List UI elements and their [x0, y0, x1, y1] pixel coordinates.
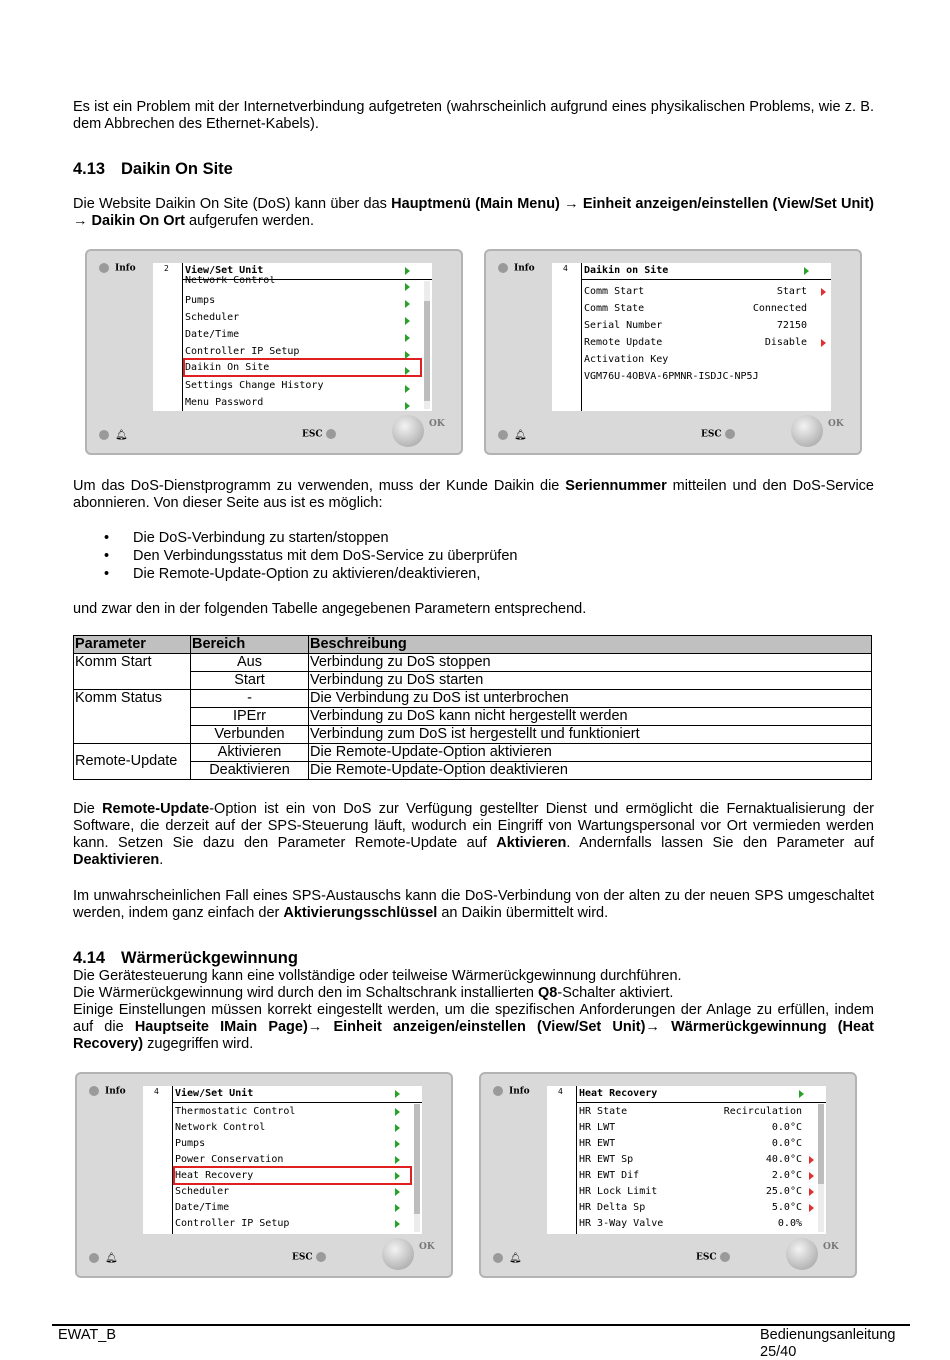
menu-item-thermostatic-control[interactable]: Thermostatic Control [175, 1106, 296, 1117]
arrow-right-icon[interactable] [821, 339, 826, 347]
table-row: IPErr Verbindung zu DoS kann nicht hergestellt werden [74, 708, 872, 726]
scrollbar[interactable] [818, 1104, 824, 1232]
heat-recovery-line-1: Die Gerätesteuerung kann eine vollständige oder teilweise Wärmerückgewinnung durchführen. [73, 968, 682, 984]
arrow-right-icon [799, 1090, 804, 1098]
param-hr-lwt: HR LWT 0.0°C [579, 1122, 802, 1133]
ok-label: OK [419, 1242, 435, 1252]
controller-panel-view-set-unit-2 [75, 1072, 453, 1278]
param-hr-ewt-dif[interactable]: HR EWT Dif 2.0°C [579, 1170, 802, 1181]
ok-label: OK [828, 419, 844, 429]
info-button[interactable]: Info [493, 1086, 530, 1097]
column-header: Parameter [74, 636, 191, 654]
info-button[interactable]: Info [99, 263, 136, 274]
menu-item-network-control[interactable]: Network Control [175, 1122, 266, 1133]
param-comm-start[interactable]: Comm Start Start [584, 286, 807, 297]
param-activation-key: Activation Key [584, 354, 669, 365]
table-header-row [74, 636, 872, 654]
menu-item-settings-change-history[interactable]: Settings Change History [185, 380, 324, 391]
table-row: Komm Status - Die Verbindung zu DoS ist unterbrochen [74, 690, 872, 708]
table-row: Komm Start Aus Verbindung zu DoS stoppen [74, 654, 872, 672]
controller-panel-view-set-unit-1 [85, 249, 463, 455]
table-row: Start Verbindung zu DoS starten [74, 672, 872, 690]
section-number: 4.14 [73, 949, 106, 967]
scrollbar[interactable] [414, 1104, 420, 1232]
param-serial-number: Serial Number 72150 [584, 320, 807, 331]
param-hr-ewt: HR EWT 0.0°C [579, 1138, 802, 1149]
esc-button[interactable]: ESC [701, 429, 735, 440]
section-title: Daikin On Site [121, 160, 233, 178]
menu-item-scheduler[interactable]: Scheduler [175, 1186, 230, 1197]
controller-screen: 4 Heat Recovery HR State Recirculation HR LWT 0.0°C HR EWT 0.0°C HR EWT Sp 40.0°C HR EWT Dif 2.0°C HR Lock Limit 25.0°C HR Delta Sp 5.0°C HR 3-Way Valve 0.0% [547, 1086, 826, 1234]
bell-icon[interactable]: 🔔︎ [493, 1253, 522, 1264]
ok-knob[interactable] [791, 415, 823, 447]
info-button[interactable]: Info [498, 263, 535, 274]
controller-panel-heat-recovery [479, 1072, 857, 1278]
table-row: Verbunden Verbindung zum DoS ist hergestellt und funktioniert [74, 726, 872, 744]
screen-title: Daikin on Site [582, 263, 831, 280]
param-hr-lock-limit[interactable]: HR Lock Limit 25.0°C [579, 1186, 802, 1197]
menu-item-daikin-on-site[interactable]: Daikin On Site [185, 360, 420, 375]
table-intro-paragraph: und zwar den in der folgenden Tabelle angegebenen Parametern entsprechend. [73, 601, 587, 617]
bell-icon[interactable]: 🔔︎ [89, 1253, 118, 1264]
controller-screen: 4 View/Set Unit Thermostatic Control Network Control Pumps Power Conservation Heat Recovery Scheduler Date/Time Controller IP Setup [143, 1086, 422, 1234]
section-number: 4.13 [73, 160, 106, 178]
screen-title: Heat Recovery [577, 1086, 826, 1103]
menu-item-heat-recovery[interactable]: Heat Recovery [175, 1168, 410, 1183]
param-hr-state: HR State Recirculation [579, 1106, 802, 1117]
bell-icon[interactable]: 🔔︎ [99, 430, 128, 441]
dos-access-paragraph: Die Website Daikin On Site (DoS) kann über das Hauptmenü (Main Menu) → Einheit anzeigen/einstellen (View/Set Unit) → Daikin On Ort aufgerufen werden. [73, 196, 874, 229]
menu-item-date-time[interactable]: Date/Time [175, 1202, 230, 1213]
arrow-right-icon[interactable] [809, 1156, 814, 1164]
menu-item-menu-password[interactable]: Menu Password [185, 397, 264, 408]
param-comm-state: Comm State Connected [584, 303, 807, 314]
arrow-right-icon [405, 267, 410, 275]
column-header: Beschreibung [309, 636, 872, 654]
intro-paragraph: Es ist ein Problem mit der Internetverbindung aufgetreten (wahrscheinlich aufgrund eines physikalischen Problems, wie z. B. dem Abbrechen des Ethernet-Kabels). [73, 99, 874, 132]
esc-button[interactable]: ESC [696, 1252, 730, 1263]
ok-label: OK [429, 419, 445, 429]
footer-divider [52, 1324, 910, 1326]
footer-document-code: EWAT_B [58, 1327, 117, 1343]
param-remote-update[interactable]: Remote Update Disable [584, 337, 807, 348]
ok-knob[interactable] [392, 415, 424, 447]
esc-button[interactable]: ESC [292, 1252, 326, 1263]
menu-item-controller-ip-setup[interactable]: Controller IP Setup [175, 1218, 290, 1229]
menu-item-pumps[interactable]: Pumps [185, 295, 216, 306]
controller-screen: 4 Daikin on Site Comm Start Start Comm State Connected Serial Number 72150 Remote Update Disable Activation Key VGM76U-4OBVA-6PMNR-ISDJC-NP5J [552, 263, 831, 411]
heat-recovery-line-3: Einige Einstellungen müssen korrekt eingestellt werden, um die spezifischen Anforderungen der Anlage zu erfüllen, indem auf die Hauptseite IMain Page)→ Einheit anzeigen/einstellen (View/Set Unit)→ Wärmerückgewinnung (Heat Recovery) zugegriffen wird. [73, 1002, 874, 1052]
ok-knob[interactable] [382, 1238, 414, 1270]
controller-panel-daikin-on-site [484, 249, 862, 455]
heat-recovery-line-2: Die Wärmerückgewinnung wird durch den im Schaltschrank installierten Q8-Schalter aktiviert. [73, 985, 674, 1001]
menu-item-network-control[interactable]: Network Control [185, 276, 276, 286]
menu-item-power-conservation[interactable]: Power Conservation [175, 1154, 284, 1165]
info-button[interactable]: Info [89, 1086, 126, 1097]
footer-page-number: 25/40 [760, 1344, 797, 1360]
arrow-right-icon[interactable] [821, 288, 826, 296]
column-header: Bereich [191, 636, 309, 654]
arrow-right-icon[interactable] [809, 1172, 814, 1180]
arrow-right-icon [804, 267, 809, 275]
param-hr-ewt-sp[interactable]: HR EWT Sp 40.0°C [579, 1154, 802, 1165]
arrow-right-icon[interactable] [809, 1188, 814, 1196]
menu-item-pumps[interactable]: Pumps [175, 1138, 206, 1149]
menu-item-scheduler[interactable]: Scheduler [185, 312, 240, 323]
parameter-table [73, 635, 872, 780]
ok-knob[interactable] [786, 1238, 818, 1270]
esc-button[interactable]: ESC [302, 429, 336, 440]
arrow-right-icon[interactable] [809, 1204, 814, 1212]
ok-label: OK [823, 1242, 839, 1252]
footer-document-type: Bedienungsanleitung [760, 1327, 896, 1343]
menu-item-controller-ip-setup[interactable]: Controller IP Setup [185, 346, 300, 357]
plc-exchange-paragraph: Im unwahrscheinlichen Fall eines SPS-Austauschs kann die DoS-Verbindung von der alten zu der neuen SPS umgeschaltet werden, indem ganz einfach der Aktivierungsschlüssel an Daikin übermittelt wird. [73, 888, 874, 921]
bell-icon[interactable]: 🔔︎ [498, 430, 527, 441]
param-hr-3-way-valve: HR 3-Way Valve 0.0% [579, 1218, 802, 1229]
remote-update-paragraph: Die Remote-Update-Option ist ein von DoS zur Verfügung gestellter Dienst und ermöglicht die Fernaktualisierung der Software, die derzeit auf der SPS-Steuerung läuft, wodurch ein Eingriff von Wartungspersonal vor Ort vermieden werden kann. Setzen Sie dazu den Parameter Remote-Update auf Aktivieren. Andernfalls lassen Sie den Parameter auf Deaktivieren. [73, 801, 874, 868]
screen-title: View/Set Unit [173, 1086, 422, 1103]
arrow-right-icon [395, 1090, 400, 1098]
controller-screen: 2 View/Set Unit Network Control Pumps Scheduler Date/Time Controller IP Setup Daikin On Site Settings Change History Menu Password [153, 263, 432, 411]
table-row: Remote-Update Aktivieren Die Remote-Update-Option aktivieren [74, 744, 872, 762]
param-hr-delta-sp[interactable]: HR Delta Sp 5.0°C [579, 1202, 802, 1213]
menu-item-date-time[interactable]: Date/Time [185, 329, 240, 340]
dos-service-paragraph: Um das DoS-Dienstprogramm zu verwenden, muss der Kunde Daikin die Seriennummer mitteilen und den DoS-Service abonnieren. Von dieser Seite aus ist es möglich: [73, 478, 874, 511]
table-row: Deaktivieren Die Remote-Update-Option deaktivieren [74, 762, 872, 780]
activation-key-value: VGM76U-4OBVA-6PMNR-ISDJC-NP5J [584, 371, 759, 382]
section-heading-4-13 [73, 160, 233, 179]
screen-title: View/Set Unit [183, 263, 432, 280]
section-title: Wärmerückgewinnung [121, 949, 298, 967]
scrollbar[interactable] [424, 281, 430, 409]
section-heading-4-14 [73, 949, 298, 968]
